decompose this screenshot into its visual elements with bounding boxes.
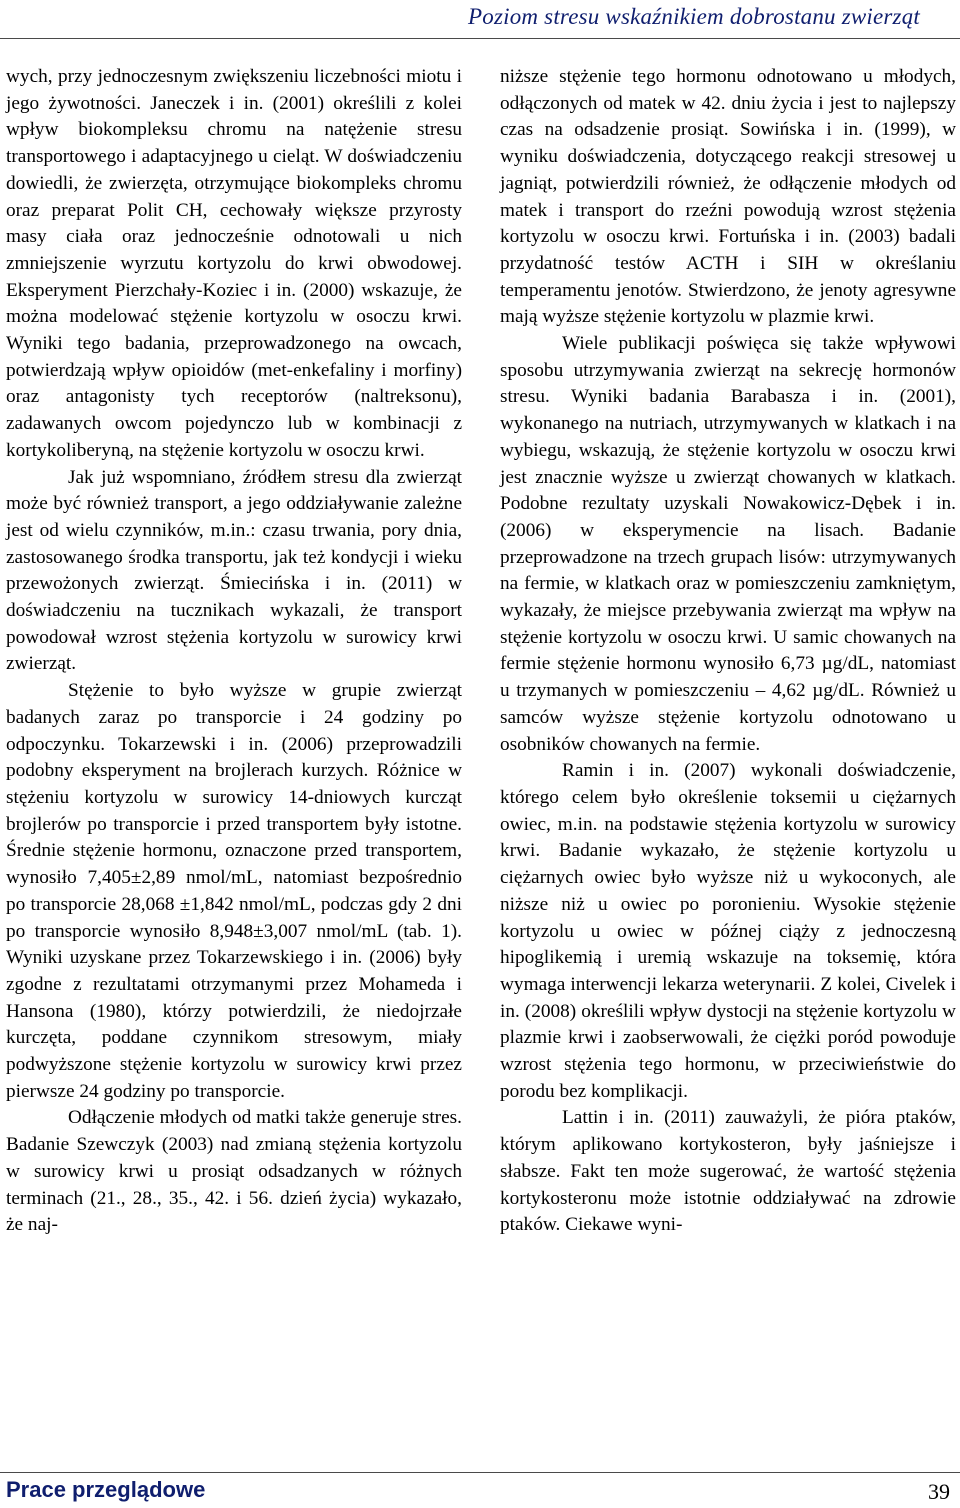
paragraph: Stężenie to było wyższe w grupie zwierząt badanych zaraz po transporcie i 24 godziny po odpoczynku. Tokarzewski i in. (2006) przeprowadzili podobny eksperyment na brojlerach kurzych. Różnice w stężeniu kortyzolu w surowicy 14-dniowych kurcząt brojlerów po transporcie i przed transportem były istotne. Średnie stężenie hormonu, oznaczone przed transportem, wynosiło 7,405±2,89 nmol/mL, natomiast bezpośrednio po transporcie 28,068 ±1,842 nmol/mL, podczas gdy 2 dni po transporcie wynosiło 8,948±3,007 nmol/mL (tab. 1). Wyniki uzyskane przez Tokarzewskiego i in. (2006) były zgodne z rezultatami otrzymanymi przez Mohameda i Hansona (1980), którzy potwierdzili, że niedojrzałe kurczęta, poddane czynnikom stresowym, miały podwyższone stężenie kortyzolu w surowicy krwi przez pierwsze 24 godziny po transporcie. <box>6 680 462 1102</box>
right-column <box>500 64 956 1239</box>
page-number: 39 <box>928 1479 950 1504</box>
paragraph: niższe stężenie tego hormonu odnotowano u młodych, odłączonych od matek w 42. dniu życia i jest to najlepszy czas na odsadzenie prosiąt. Sowińska i in. (1999), w wyniku doświadczenia, dotyczącego reakcji stresowej u jagniąt, potwierdzili również, że odłączenie młodych od matek i transport do rzeźni powodują wzrost stężenia kortyzolu w osoczu krwi. Fortuńska i in. (2003) badali przydatność testów ACTH i SIH w określaniu temperamentu jenotów. Stwierdzono, że jenoty agresywne mają wyższe stężenie kortyzolu w plazmie krwi. <box>500 66 956 328</box>
left-column <box>6 64 462 1239</box>
header-rule <box>0 38 960 39</box>
paragraph: Odłączenie młodych od matki także generuje stres. Badanie Szewczyk (2003) nad zmianą stężenia kortyzolu w surowicy krwi u prosiąt odsadzanych w różnych terminach (21., 28., 35., 42. i 56. dzień życia) wykazało, że naj- <box>6 1107 462 1236</box>
paragraph: Lattin i in. (2011) zauważyli, że pióra ptaków, którym aplikowano kortykosteron, były jaśniejsze i słabsze. Fakt ten może sugerować, że wartość stężenia kortykosteronu może istotnie oddziaływać na zdrowie ptaków. Ciekawe wyni- <box>500 1107 956 1236</box>
footer-section-label: Prace przeglądowe <box>6 1477 206 1502</box>
paragraph: Jak już wspomniano, źródłem stresu dla zwierząt może być również transport, a jego oddziaływanie zależne jest od wielu czynników, m.in.: czasu trwania, pory dnia, zastosowanego środka transportu, jak też kondycji i wieku przewożonych zwierząt. Śmiecińska i in. (2011) w doświadczeniu na tucznikach wykazali, że transport powodował wzrost stężenia kortyzolu w surowicy krwi zwierząt. <box>6 466 462 675</box>
paragraph: Ramin i in. (2007) wykonali doświadczenie, którego celem było określenie toksemii u ciężarnych owiec, m.in. na podstawie stężenia kortyzolu w surowicy krwi. Badanie wykazało, że stężenie kortyzolu u ciężarnych owiec było wyższe niż u wykoconych, ale niższe niż u owiec po poronieniu. Wysokie stężenie kortyzolu u owiec w późnej ciąży z jednoczesną hipoglikemią i uremią wskazuje na toksemię, która wymaga interwencji lekarza weterynarii. Z kolei, Civelek i in. (2008) określili wpływ dystocji na stężenie kortyzolu w plazmie krwi i zaobserwowali, że ciężki poród powoduje wzrost stężenia tego hormonu, w przeciwieństwie do porodu bez komplikacji. <box>500 760 956 1102</box>
paragraph: wych, przy jednoczesnym zwiększeniu liczebności miotu i jego żywotności. Janeczek i in. (2001) określili z kolei wpływ biokompleksu chromu na natężenie stresu transportowego i adaptacyjnego u cieląt. W doświadczeniu dowiedli, że zwierzęta, otrzymujące biokompleks chromu oraz preparat Polit CH, cechowały większe przyrosty masy ciała oraz jednocześnie odnotowali u nich zmniejszenie wyrzutu kortyzolu do krwi obwodowej. Eksperyment Pierzchały-Koziec i in. (2000) wskazuje, że można modelować stężenie kortyzolu w osoczu krwi. Wyniki tego badania, przeprowadzonego na owcach, potwierdzają wpływ opioidów (met-enkefaliny i morfiny) oraz antagonisty tych receptorów (naltreksonu), zadawanych owcom pojedynczo lub w kombinacji z kortykoliberyną, na stężenie kortyzolu w osoczu krwi. <box>6 66 462 461</box>
paragraph: Wiele publikacji poświęca się także wpływowi sposobu utrzymywania zwierząt na sekrecję hormonów stresu. Wyniki badania Barabasza i in. (2001), wykonanego na nutriach, utrzymywanych w klatkach i na wybiegu, wskazują, że stężenie kortyzolu w osoczu krwi jest znacznie wyższe u zwierząt chowanych w klatkach. Podobne rezultaty uzyskali Nowakowicz-Dębek i in. (2006) w eksperymencie na lisach. Badanie przeprowadzone na trzech grupach lisów: utrzymywanych na fermie, w klatkach oraz w pomieszczeniu zamkniętym, wykazały, że miejsce przebywania zwierząt ma wpływ na stężenie kortyzolu w osoczu krwi. U samic chowanych na fermie stężenie hormonu wynosiło 6,73 µg/dL, natomiast u trzymanych w pomieszczeniu – 4,62 µg/dL. Również u samców wyższe stężenie kortyzolu odnotowano u osobników chowanych na fermie. <box>500 333 956 755</box>
footer-rule <box>0 1472 960 1473</box>
running-title: Poziom stresu wskaźnikiem dobrostanu zwierząt <box>468 4 920 29</box>
